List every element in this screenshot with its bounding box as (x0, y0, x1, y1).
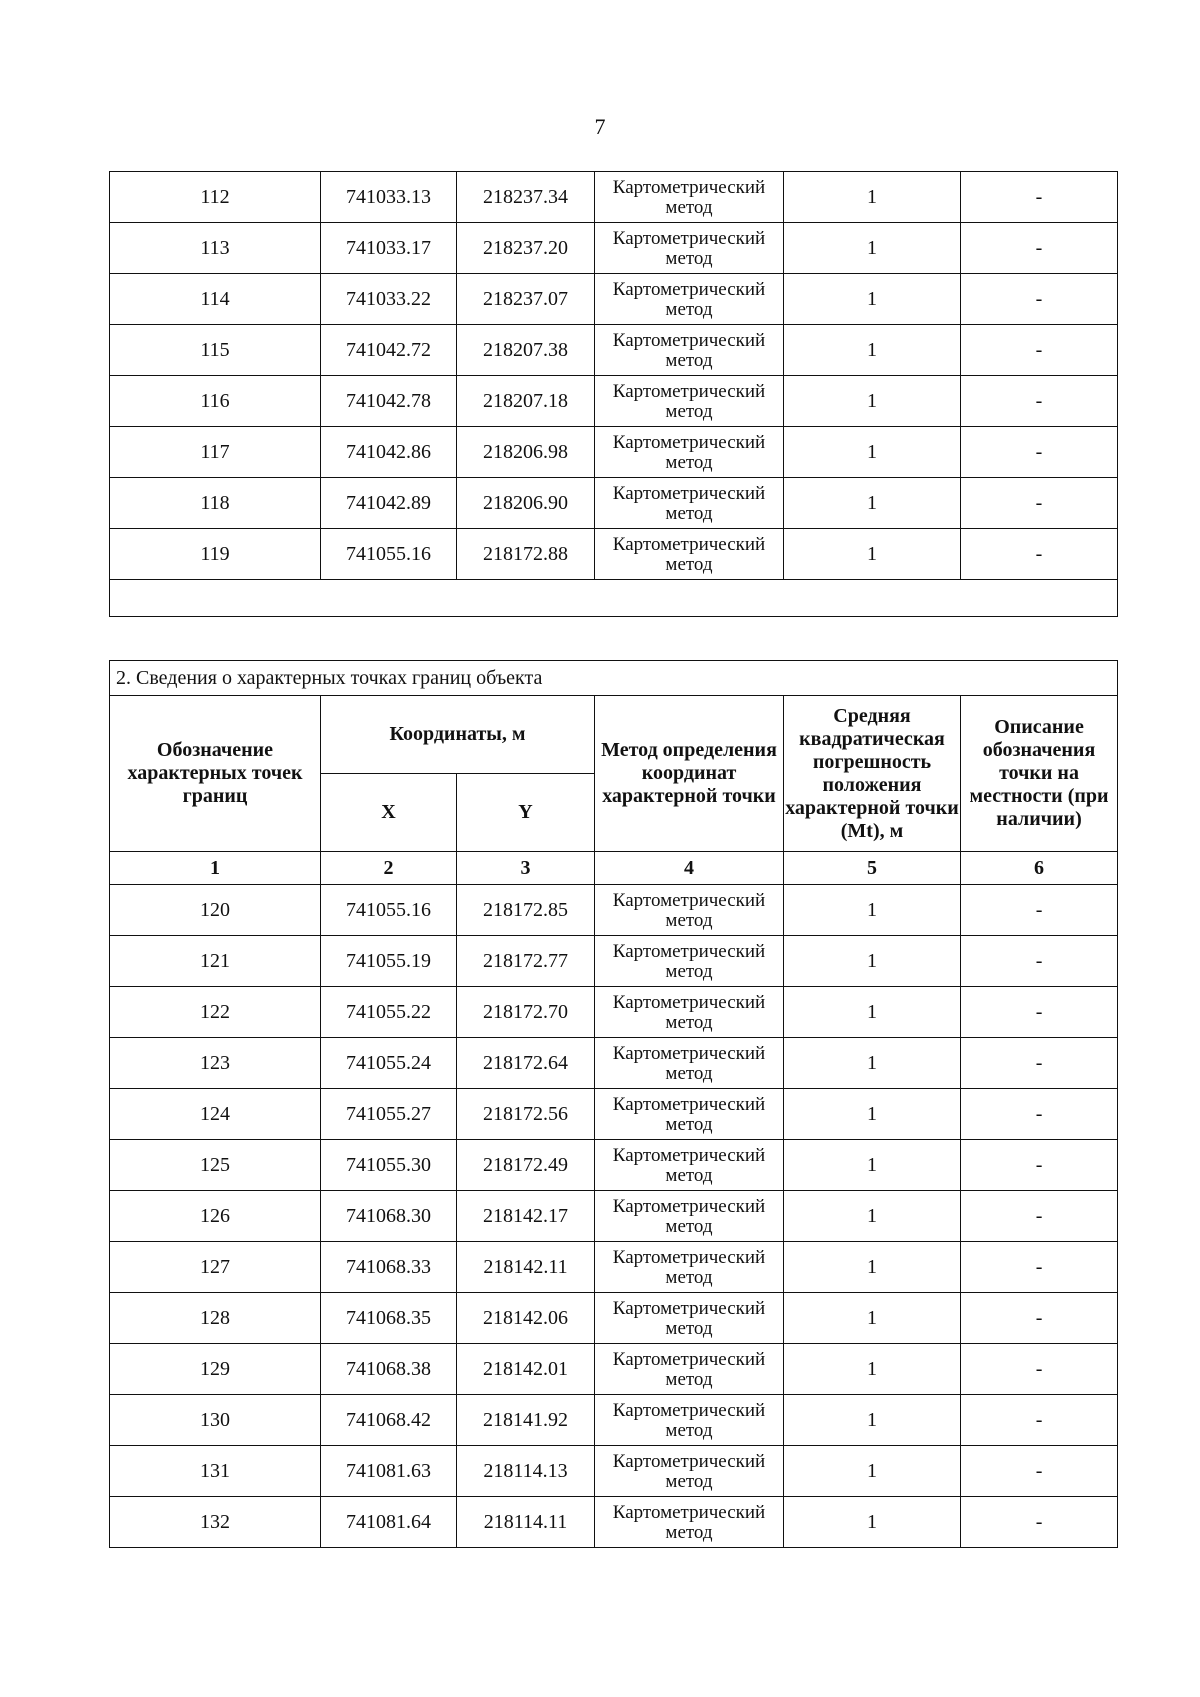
cell-point: 121 (110, 936, 321, 987)
method-line-2: метод (665, 1317, 713, 1339)
cell-x: 741068.33 (321, 1242, 457, 1293)
cell-point: 131 (110, 1446, 321, 1497)
cell-point: 116 (110, 376, 321, 427)
method-line-2: метод (665, 247, 713, 269)
header-method: Метод определения координат характерной точки (595, 696, 784, 852)
cell-description: - (961, 1038, 1118, 1089)
method-line-2: метод (665, 298, 713, 320)
method-line-1: Картометрический (612, 482, 766, 504)
table-row (110, 1446, 1118, 1497)
cell-point: 124 (110, 1089, 321, 1140)
method-line-1: Картометрический (612, 176, 766, 198)
table-caption: 2. Сведения о характерных точках границ объекта (110, 661, 1118, 696)
cell-point: 132 (110, 1497, 321, 1548)
cell-method (595, 1140, 784, 1191)
column-number: 5 (784, 852, 961, 885)
cell-x: 741055.16 (321, 529, 457, 580)
cell-description: - (961, 1395, 1118, 1446)
cell-method (595, 274, 784, 325)
cell-y: 218207.38 (457, 325, 595, 376)
cell-x: 741068.30 (321, 1191, 457, 1242)
cell-x: 741042.78 (321, 376, 457, 427)
cell-point: 119 (110, 529, 321, 580)
cell-y: 218142.06 (457, 1293, 595, 1344)
cell-description: - (961, 1140, 1118, 1191)
cell-point: 115 (110, 325, 321, 376)
coordinates-table-continued (109, 171, 1118, 617)
cell-method (595, 376, 784, 427)
cell-method (595, 936, 784, 987)
method-line-1: Картометрический (612, 1195, 766, 1217)
cell-x: 741055.22 (321, 987, 457, 1038)
cell-x: 741055.27 (321, 1089, 457, 1140)
method-line-1: Картометрический (612, 533, 766, 555)
cell-description: - (961, 478, 1118, 529)
table-row (110, 936, 1118, 987)
cell-mt: 1 (784, 885, 961, 936)
cell-description: - (961, 987, 1118, 1038)
header-mt: Средняя квадратическая погрешность положения характерной точки (Mt), м (784, 696, 961, 852)
column-number: 3 (457, 852, 595, 885)
cell-description: - (961, 1497, 1118, 1548)
cell-point: 117 (110, 427, 321, 478)
method-line-1: Картометрический (612, 1297, 766, 1319)
cell-description: - (961, 936, 1118, 987)
cell-mt: 1 (784, 274, 961, 325)
column-number-row (110, 852, 1118, 885)
cell-description: - (961, 223, 1118, 274)
cell-method (595, 1242, 784, 1293)
cell-x: 741055.24 (321, 1038, 457, 1089)
method-line-1: Картометрический (612, 940, 766, 962)
cell-y: 218172.88 (457, 529, 595, 580)
cell-y: 218141.92 (457, 1395, 595, 1446)
cell-description: - (961, 325, 1118, 376)
cell-point: 112 (110, 172, 321, 223)
table-row (110, 325, 1118, 376)
method-line-2: метод (665, 196, 713, 218)
cell-y: 218206.98 (457, 427, 595, 478)
table-row (110, 1242, 1118, 1293)
cell-description: - (961, 274, 1118, 325)
cell-x: 741055.19 (321, 936, 457, 987)
method-line-2: метод (665, 1011, 713, 1033)
cell-description: - (961, 1242, 1118, 1293)
cell-mt: 1 (784, 987, 961, 1038)
cell-mt: 1 (784, 529, 961, 580)
method-line-1: Картометрический (612, 1246, 766, 1268)
header-row (110, 696, 1118, 774)
table-row (110, 172, 1118, 223)
cell-y: 218172.70 (457, 987, 595, 1038)
method-line-1: Картометрический (612, 1501, 766, 1523)
table-caption-row (110, 661, 1118, 696)
cell-mt: 1 (784, 1446, 961, 1497)
cell-method (595, 223, 784, 274)
cell-method (595, 427, 784, 478)
column-number: 6 (961, 852, 1118, 885)
cell-point: 113 (110, 223, 321, 274)
method-line-2: метод (665, 1164, 713, 1186)
table-row (110, 1089, 1118, 1140)
cell-x: 741081.63 (321, 1446, 457, 1497)
cell-x: 741055.16 (321, 885, 457, 936)
cell-method (595, 1344, 784, 1395)
cell-method (595, 987, 784, 1038)
page-number: 7 (594, 114, 606, 139)
cell-mt: 1 (784, 1344, 961, 1395)
method-line-2: метод (665, 1062, 713, 1084)
cell-y: 218172.56 (457, 1089, 595, 1140)
method-line-2: метод (665, 960, 713, 982)
cell-mt: 1 (784, 376, 961, 427)
cell-y: 218237.20 (457, 223, 595, 274)
cell-point: 126 (110, 1191, 321, 1242)
table-row (110, 1395, 1118, 1446)
cell-x: 741042.86 (321, 427, 457, 478)
method-line-1: Картометрический (612, 1450, 766, 1472)
cell-x: 741068.42 (321, 1395, 457, 1446)
method-line-2: метод (665, 1368, 713, 1390)
cell-y: 218172.64 (457, 1038, 595, 1089)
table-row (110, 427, 1118, 478)
cell-point: 125 (110, 1140, 321, 1191)
cell-method (595, 885, 784, 936)
method-line-2: метод (665, 1521, 713, 1543)
cell-mt: 1 (784, 325, 961, 376)
cell-method (595, 1191, 784, 1242)
cell-y: 218142.17 (457, 1191, 595, 1242)
cell-y: 218207.18 (457, 376, 595, 427)
cell-mt: 1 (784, 1038, 961, 1089)
cell-method (595, 1038, 784, 1089)
method-line-2: метод (665, 400, 713, 422)
cell-mt: 1 (784, 1191, 961, 1242)
header-x: X (321, 774, 457, 852)
cell-point: 114 (110, 274, 321, 325)
method-line-2: метод (665, 1419, 713, 1441)
cell-method (595, 172, 784, 223)
cell-mt: 1 (784, 1140, 961, 1191)
cell-description: - (961, 1293, 1118, 1344)
method-line-1: Картометрический (612, 278, 766, 300)
table-row (110, 529, 1118, 580)
boundary-points-table (109, 660, 1118, 1548)
cell-point: 129 (110, 1344, 321, 1395)
cell-point: 128 (110, 1293, 321, 1344)
cell-x: 741081.64 (321, 1497, 457, 1548)
method-line-2: метод (665, 349, 713, 371)
method-line-1: Картометрический (612, 227, 766, 249)
method-line-1: Картометрический (612, 431, 766, 453)
header-point: Обозначение характерных точек границ (110, 696, 321, 852)
cell-mt: 1 (784, 1497, 961, 1548)
empty-row (110, 580, 1118, 617)
column-number: 1 (110, 852, 321, 885)
cell-point: 122 (110, 987, 321, 1038)
cell-mt: 1 (784, 1089, 961, 1140)
method-line-1: Картометрический (612, 889, 766, 911)
cell-method (595, 1497, 784, 1548)
cell-point: 120 (110, 885, 321, 936)
method-line-1: Картометрический (612, 1042, 766, 1064)
method-line-2: метод (665, 1266, 713, 1288)
cell-mt: 1 (784, 936, 961, 987)
cell-description: - (961, 1446, 1118, 1497)
column-number: 2 (321, 852, 457, 885)
cell-x: 741033.22 (321, 274, 457, 325)
cell-description: - (961, 529, 1118, 580)
cell-description: - (961, 172, 1118, 223)
cell-method (595, 1446, 784, 1497)
cell-description: - (961, 376, 1118, 427)
cell-point: 127 (110, 1242, 321, 1293)
cell-y: 218114.11 (457, 1497, 595, 1548)
method-line-2: метод (665, 909, 713, 931)
method-line-1: Картометрический (612, 1093, 766, 1115)
cell-mt: 1 (784, 1242, 961, 1293)
column-number: 4 (595, 852, 784, 885)
cell-description: - (961, 427, 1118, 478)
cell-mt: 1 (784, 427, 961, 478)
table-row (110, 1293, 1118, 1344)
method-line-1: Картометрический (612, 380, 766, 402)
cell-mt: 1 (784, 478, 961, 529)
cell-x: 741068.35 (321, 1293, 457, 1344)
table-row (110, 1497, 1118, 1548)
cell-y: 218114.13 (457, 1446, 595, 1497)
cell-method (595, 1395, 784, 1446)
method-line-1: Картометрический (612, 1399, 766, 1421)
cell-description: - (961, 1089, 1118, 1140)
cell-x: 741055.30 (321, 1140, 457, 1191)
cell-description: - (961, 1344, 1118, 1395)
table-row (110, 478, 1118, 529)
cell-x: 741042.72 (321, 325, 457, 376)
cell-point: 118 (110, 478, 321, 529)
cell-y: 218142.01 (457, 1344, 595, 1395)
table-row (110, 987, 1118, 1038)
cell-mt: 1 (784, 223, 961, 274)
cell-x: 741033.17 (321, 223, 457, 274)
table-row (110, 223, 1118, 274)
cell-y: 218172.85 (457, 885, 595, 936)
cell-x: 741068.38 (321, 1344, 457, 1395)
method-line-2: метод (665, 1113, 713, 1135)
table-row (110, 1344, 1118, 1395)
cell-method (595, 478, 784, 529)
method-line-1: Картометрический (612, 991, 766, 1013)
method-line-1: Картометрический (612, 329, 766, 351)
boundary-points-table-body (110, 885, 1118, 1548)
method-line-2: метод (665, 451, 713, 473)
cell-description: - (961, 1191, 1118, 1242)
cell-mt: 1 (784, 1395, 961, 1446)
table-row (110, 1038, 1118, 1089)
cell-y: 218142.11 (457, 1242, 595, 1293)
cell-y: 218172.49 (457, 1140, 595, 1191)
cell-method (595, 529, 784, 580)
cell-y: 218237.34 (457, 172, 595, 223)
cell-point: 130 (110, 1395, 321, 1446)
cell-x: 741033.13 (321, 172, 457, 223)
cell-description: - (961, 885, 1118, 936)
header-description: Описание обозначения точки на местности (при наличии) (961, 696, 1118, 852)
cell-method (595, 1293, 784, 1344)
cell-method (595, 325, 784, 376)
table-row (110, 1140, 1118, 1191)
method-line-2: метод (665, 1215, 713, 1237)
cell-y: 218206.90 (457, 478, 595, 529)
table-row (110, 274, 1118, 325)
header-y: Y (457, 774, 595, 852)
method-line-1: Картометрический (612, 1348, 766, 1370)
method-line-2: метод (665, 1470, 713, 1492)
table-row (110, 1191, 1118, 1242)
method-line-2: метод (665, 553, 713, 575)
cell-y: 218172.77 (457, 936, 595, 987)
table-row (110, 885, 1118, 936)
cell-point: 123 (110, 1038, 321, 1089)
cell-mt: 1 (784, 172, 961, 223)
cell-method (595, 1089, 784, 1140)
cell-mt: 1 (784, 1293, 961, 1344)
cell-x: 741042.89 (321, 478, 457, 529)
coordinates-table-body (110, 172, 1118, 580)
method-line-1: Картометрический (612, 1144, 766, 1166)
method-line-2: метод (665, 502, 713, 524)
header-coordinates: Координаты, м (321, 696, 595, 774)
table-row (110, 376, 1118, 427)
cell-y: 218237.07 (457, 274, 595, 325)
